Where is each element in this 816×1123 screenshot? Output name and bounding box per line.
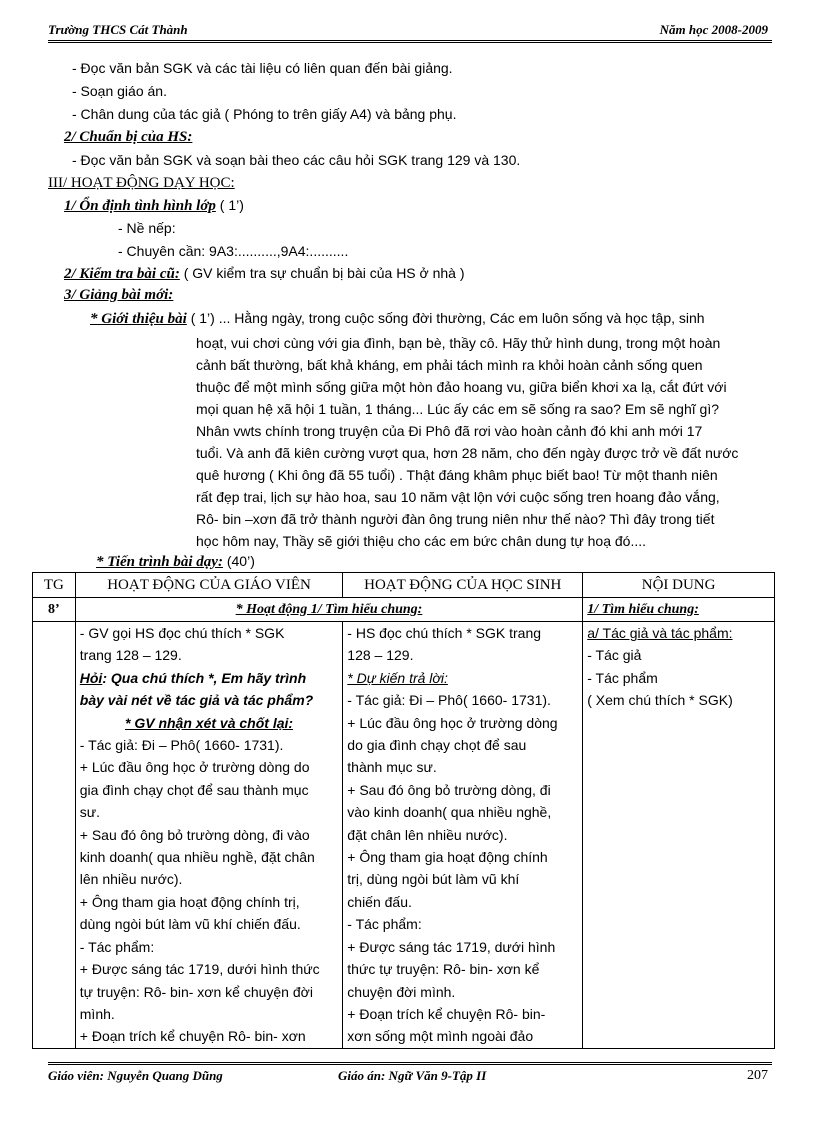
teacher-line: - GV gọi HS đọc chú thích * SGK: [79, 625, 285, 641]
intro-line: ( 1’) ... Hằng ngày, trong cuộc sống đời thường, Các em luôn sống và học tập, sinh: [186, 310, 705, 326]
student-line: + Đoạn trích kể chuyện Rô- bin-: [347, 1005, 546, 1022]
table-header-row: [33, 573, 775, 598]
s2-text: ( GV kiểm tra sự chuẩn bị bài của HS ở nhà ): [179, 265, 465, 281]
intro-label: * Giới thiệu bài: [90, 311, 187, 327]
footer-teacher: Giáo viên: Nguyễn Quang Dũng: [48, 1068, 223, 1083]
page-header: [48, 22, 768, 40]
teacher-line: kinh doanh( qua nhiều nghề, đặt chân: [79, 849, 315, 866]
process-label: * Tiến trình bài dạy:: [96, 554, 223, 570]
intro-line: hoạt, vui chơi cùng với gia đình, bạn bè, thầy cô. Hãy thử hình dung, trong một hoàn: [196, 335, 721, 351]
school-name: Trường THCS Cát Thành: [48, 22, 188, 37]
student-line: + Sau đó ông bỏ trường dòng, đi: [347, 781, 551, 798]
intro-line: Nhân vwts chính trong truyện của Đi Phô đã rơi vào hoàn cảnh đó khi anh mới 17: [196, 423, 703, 439]
intro-line: Rô- bin –xơn đã trở thành người đàn ông trung niên như thế nào? Thì đây trong tiết: [196, 511, 715, 527]
table-row: [33, 622, 775, 1049]
content-title: 1/ Tìm hiểu chung:: [587, 601, 699, 617]
footer-rule: [48, 1062, 772, 1063]
content-item: - Tác phẩm: [587, 669, 658, 686]
teacher-line: - Tác phẩm:: [79, 938, 155, 955]
prep-item: - Soạn giáo án.: [72, 83, 167, 99]
header-rule: [48, 40, 772, 41]
content-item: ( Xem chú thích * SGK): [587, 692, 733, 709]
student-line: do gia đình chạy chọt để sau: [347, 737, 527, 754]
student-line: - Tác giả: Đi – Phô( 1660- 1731).: [347, 692, 551, 709]
s1-item: - Chuyên cần: 9A3:..........,9A4:..........: [118, 243, 349, 259]
question-text: : Qua chú thích *, Em hãy trình: [102, 669, 307, 686]
process-heading: [96, 553, 255, 571]
intro-line: thuộc để một mình sống giữa một hòn đảo hoang vu, giữa biển khơi xa lạ, cắt đứt với: [196, 379, 727, 395]
teacher-line: trang 128 – 129.: [79, 647, 182, 664]
page-number: 207: [747, 1068, 768, 1083]
student-line: xơn sống một mình ngoài đảo: [347, 1028, 534, 1045]
intro-heading: [90, 310, 705, 328]
teacher-line: dùng ngòi bút làm vũ khí chiến đấu.: [79, 916, 301, 933]
col-header-teacher: HOẠT ĐỘNG CỦA GIÁO VIÊN: [75, 573, 343, 598]
intro-paragraph: [196, 332, 776, 552]
section3-title-text: III/ HOẠT ĐỘNG DẠY HỌC:: [48, 175, 235, 191]
prep-item: - Đọc văn bản SGK và các tài liệu có liên quan đến bài giảng.: [72, 60, 453, 76]
student-line: - Tác phẩm:: [347, 916, 422, 933]
student-line: + Được sáng tác 1719, dưới hình: [347, 938, 556, 955]
col-header-tg: TG: [33, 573, 76, 598]
teacher-cell: [75, 622, 343, 1049]
conclude-label: * GV nhận xét và chốt lại:: [125, 714, 294, 731]
student-line: chiến đấu.: [347, 893, 412, 910]
student-answer-heading: [347, 667, 578, 689]
teacher-question: [80, 667, 339, 689]
teacher-line: + Lúc đầu ông học ở trường dòng do: [79, 759, 310, 776]
student-line: thành mục sư.: [347, 759, 437, 776]
content-title-cell: [583, 598, 775, 622]
teacher-line: + Ông tham gia hoạt động chính trị,: [79, 893, 300, 910]
teacher-line: tự truyện: Rô- bin- xơn kể chuyện đời: [79, 983, 313, 1000]
content-cell: [583, 622, 775, 1049]
footer-plan: Giáo án: Ngữ Văn 9-Tập II: [338, 1068, 487, 1083]
section3-title: [48, 175, 235, 192]
s1-item: - Nề nếp:: [118, 220, 176, 236]
intro-line: cảnh bất thường, bất khả kháng, em phải tách mình ra khỏi hoàn cảnh sống quen: [196, 357, 703, 373]
student-line: - HS đọc chú thích * SGK trang: [347, 625, 542, 641]
school-year: Năm học 2008-2009: [659, 22, 768, 37]
header-rule-2: [48, 42, 772, 43]
student-line: vào kinh doanh( qua nhiều nghề,: [347, 804, 552, 821]
intro-line: học hôm nay, Thầy sẽ giới thiệu cho các em bức chân dung tự hoạ đó....: [196, 533, 646, 549]
question-label: Hỏi: [79, 669, 103, 686]
intro-line: mọi quan hệ xã hội 1 tuần, 1 tháng... Lúc ấy các em sẽ sống ra sao? Em sẽ nghĩ gì?: [196, 401, 719, 417]
page-footer: [48, 1068, 768, 1086]
teacher-line: + Sau đó ông bỏ trường dòng, đi vào: [79, 826, 310, 843]
teacher-line: mình.: [79, 1005, 115, 1022]
teacher-line: - Tác giả: Đi – Phô( 1660- 1731).: [79, 737, 284, 754]
s2-title: 2/ Kiểm tra bài cũ:: [64, 266, 180, 282]
student-line: đặt chân lên nhiều nước).: [347, 826, 508, 843]
student-line: + Ông tham gia hoạt động chính: [347, 849, 548, 866]
student-cell: [343, 622, 583, 1049]
activity-row: [33, 598, 775, 622]
teacher-line: + Đoạn trích kể chuyện Rô- bin- xơn: [79, 1028, 306, 1045]
activity-title-cell: [75, 598, 582, 622]
content-sub-heading: [587, 622, 770, 644]
teacher-line: + Được sáng tác 1719, dưới hình thức: [79, 961, 320, 978]
prep-item: - Chân dung của tác giả ( Phóng to trên giấy A4) và bảng phụ.: [72, 106, 457, 122]
footer-rule-2: [48, 1064, 772, 1065]
student-line: 128 – 129.: [347, 647, 414, 664]
student-line: thức tự truyện: Rô- bin- xơn kể: [347, 961, 540, 978]
student-line: + Lúc đầu ông học ở trường dòng: [347, 714, 558, 731]
s1-title: 1/ Ổn định tình hình lớp: [64, 198, 216, 214]
s3-title: 3/ Giảng bài mới:: [64, 287, 174, 303]
col-header-content: NỘI DUNG: [583, 573, 775, 598]
content-item: - Tác giả: [587, 647, 642, 664]
intro-line: rất đẹp trai, lịch sự hào hoa, sau 10 năm vật lộn với cuộc sống tren hoang đảo vắng,: [196, 489, 720, 505]
prep-student-title: 2/ Chuẩn bị của HS:: [64, 129, 193, 145]
student-line: trị, dùng ngòi bút làm vũ khí: [347, 871, 520, 888]
answer-label: * Dự kiến trả lời:: [347, 669, 448, 686]
prep-student-item: - Đọc văn bản SGK và soạn bài theo các câu hỏi SGK trang 129 và 130.: [72, 152, 521, 168]
question-text: bày vài nét về tác giả và tác phẩm?: [79, 692, 314, 709]
process-time: (40’): [222, 553, 255, 569]
student-line: chuyện đời mình.: [347, 983, 456, 1000]
activity-title: * Hoạt động 1/ Tìm hiểu chung:: [235, 601, 423, 617]
intro-line: quê hương ( Khi ông đã 55 tuổi) . Thật đáng khâm phục biết bao! Từ một thanh niên: [196, 467, 718, 483]
content-sub: a/ Tác giả và tác phẩm:: [587, 625, 733, 641]
teacher-line: lên nhiều nước).: [79, 871, 183, 888]
intro-line: tuổi. Và anh đã kiên cường vượt qua, hơn 28 năm, cho đến ngày được trở về đất nước: [196, 445, 739, 461]
tg-cell: 8’: [33, 598, 76, 622]
tg-empty-cell: [33, 622, 76, 1049]
teacher-line: gia đình chạy chọt để sau thành mục: [79, 781, 309, 798]
col-header-student: HOẠT ĐỘNG CỦA HỌC SINH: [343, 573, 583, 598]
s1-time: ( 1’): [215, 197, 244, 213]
teacher-conclude: [80, 712, 339, 734]
s2-heading: [64, 265, 465, 283]
teacher-line: sư.: [79, 804, 101, 821]
s1-heading: [64, 197, 244, 215]
lesson-table: [32, 572, 775, 1049]
